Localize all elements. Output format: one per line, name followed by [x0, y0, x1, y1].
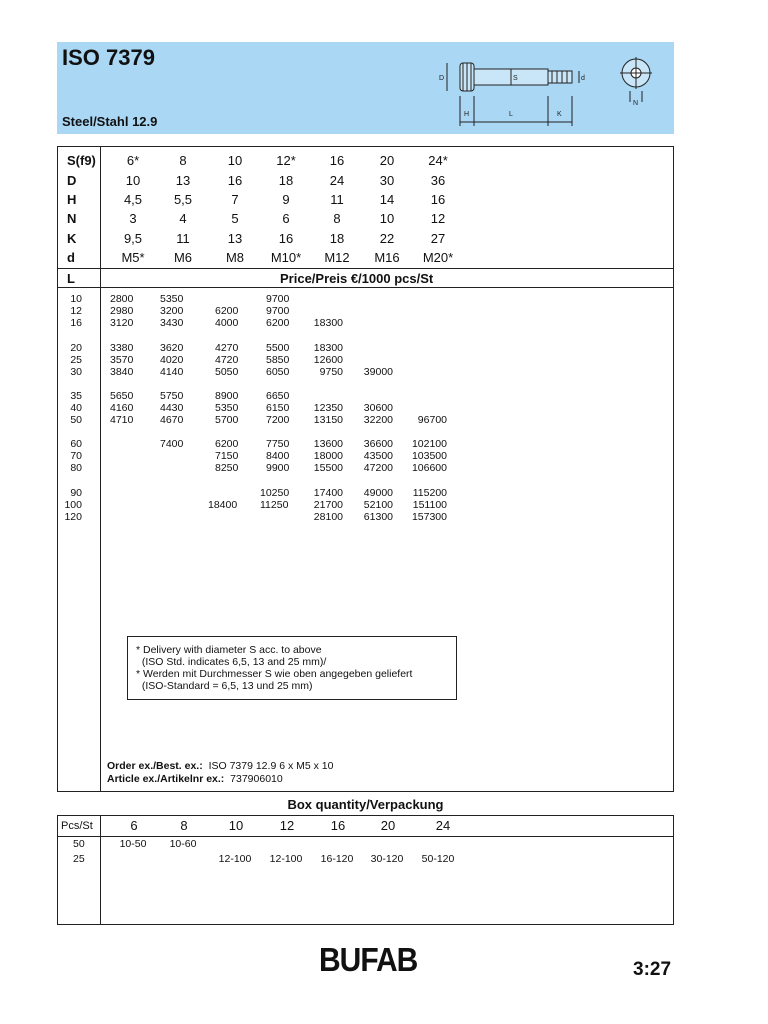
dim-value: 5 [231, 211, 239, 226]
dim-value: 16 [227, 173, 243, 188]
price-cell: 39000 [363, 366, 393, 378]
label-column-divider [100, 146, 101, 792]
box-table-header-border [57, 836, 674, 837]
order-example [107, 760, 333, 773]
dim-value: 5,5 [173, 192, 193, 207]
box-size-header: 8 [180, 818, 188, 833]
box-table-bottom-border [57, 924, 674, 925]
dim-value: M12 [324, 250, 350, 265]
dim-value: 11 [330, 192, 344, 207]
label-s: S [513, 75, 518, 82]
price-header-top-border [57, 268, 674, 269]
dim-value: 24 [329, 173, 345, 188]
box-table-left-border [57, 815, 58, 925]
length-values: 20 25 30 [70, 342, 82, 378]
table-top-border [57, 146, 674, 147]
box-quantity-title: Box quantity/Verpackung [287, 797, 444, 812]
dim-value: 24* [428, 153, 448, 168]
price-cell: 6200 7150 8250 [215, 438, 239, 474]
dim-value: M16 [374, 250, 400, 265]
article-example-label: Article ex./Artikelnr ex.: [107, 773, 225, 785]
price-cell: 115200 151100 157300 [411, 487, 447, 523]
dim-label: N [67, 211, 77, 226]
price-cell: 6650 6150 7200 [266, 390, 290, 426]
price-cell: 18300 [313, 317, 343, 329]
dim-value: 13 [175, 173, 191, 188]
price-cell: 5500 5850 6050 [266, 342, 290, 378]
price-cell: 49000 52100 61300 [363, 487, 393, 523]
price-cell: 3620 4020 4140 [160, 342, 184, 378]
page-title: ISO 7379 [62, 45, 155, 70]
box-table-divider [100, 815, 101, 925]
box-pcs: 50 [73, 838, 85, 850]
dim-value: 11 [176, 231, 190, 246]
dim-value: 20 [379, 153, 395, 168]
price-cell: 10250 11250 [260, 487, 290, 511]
label-n: N [633, 100, 639, 107]
label-d-upper: D [439, 75, 445, 82]
note-line: * Delivery with diameter S acc. to above [136, 644, 322, 656]
price-cell: 5750 4430 4670 [160, 390, 184, 426]
note-line: (ISO-Standard = 6,5, 13 und 25 mm) [136, 680, 313, 692]
label-d-lower: d [581, 75, 585, 82]
box-pcs: 25 [73, 853, 85, 865]
dim-value: M8 [225, 250, 245, 265]
dim-value: 7 [231, 192, 239, 207]
dim-value: 14 [379, 192, 395, 207]
price-cell: 9700 9700 6200 [266, 293, 290, 329]
price-cell: 6200 4000 [215, 305, 239, 329]
dim-value: 9 [282, 192, 290, 207]
dim-label: S(f9) [67, 153, 96, 168]
dim-value: 8 [333, 211, 341, 226]
dim-value: 13 [227, 231, 243, 246]
price-cell: 5350 3200 3430 [160, 293, 184, 329]
dim-value: 16 [278, 231, 294, 246]
label-k: K [557, 111, 562, 118]
dim-label: H [67, 192, 77, 207]
length-values: 10 12 16 [70, 293, 82, 329]
length-values: 35 40 50 [70, 390, 82, 426]
bufab-logo: BUFAB [319, 942, 418, 979]
dim-value: 30 [379, 173, 395, 188]
dim-value: M20* [422, 250, 454, 265]
label-h: H [464, 111, 470, 118]
article-example-value: 737906010 [230, 773, 283, 785]
box-size-header: 24 [435, 818, 451, 833]
dim-value: M5* [121, 250, 145, 265]
price-cell: 102100 103500 106600 [411, 438, 447, 474]
price-cell: 96700 [417, 414, 447, 426]
delivery-note-box [127, 636, 457, 700]
dim-value: 9,5 [123, 231, 143, 246]
price-title: Price/Preis €/1000 pcs/St [280, 271, 434, 286]
box-range: 16-120 [320, 853, 354, 865]
price-cell: 12350 13150 [313, 402, 343, 426]
price-cell: 4270 4720 5050 [215, 342, 239, 378]
pcs-label: Pcs/St [61, 820, 93, 832]
price-cell: 8900 5350 5700 [215, 390, 239, 426]
page-number: 3:27 [633, 959, 672, 980]
order-example-label: Order ex./Best. ex.: [107, 760, 203, 772]
price-cell: 7750 8400 9900 [266, 438, 290, 474]
box-range: 10-60 [169, 838, 197, 850]
dim-label: K [67, 231, 77, 246]
dim-value: 18 [278, 173, 294, 188]
box-size-header: 20 [380, 818, 396, 833]
length-values: 90 100 120 [64, 487, 82, 523]
dim-value: 18 [329, 231, 345, 246]
dim-value: 12 [430, 211, 446, 226]
box-table-top-border [57, 815, 674, 816]
dim-value: 4 [179, 211, 187, 226]
table-right-border [673, 146, 674, 792]
table-bottom-border [57, 791, 674, 792]
material-subtitle: Steel/Stahl 12.9 [62, 114, 158, 129]
price-cell: 3380 3570 3840 [110, 342, 134, 378]
dim-value: 36 [430, 173, 446, 188]
price-cell: 36600 43500 47200 [363, 438, 393, 474]
price-cell: 5650 4160 4710 [110, 390, 134, 426]
box-size-header: 12 [279, 818, 295, 833]
header-band [57, 42, 674, 134]
dim-value: 22 [379, 231, 395, 246]
dim-value: 12* [276, 153, 296, 168]
dim-value: 16 [329, 153, 345, 168]
box-range: 10-50 [119, 838, 147, 850]
price-cell: 7400 [160, 438, 184, 450]
screw-drawing [427, 46, 672, 132]
dim-value: 10 [125, 173, 141, 188]
label-l: L [509, 111, 513, 118]
note-line: (ISO Std. indicates 6,5, 13 and 25 mm)/ [136, 656, 327, 668]
price-cell: 13600 18000 15500 [313, 438, 343, 474]
length-column-label: L [67, 271, 75, 286]
order-example-value: ISO 7379 12.9 6 x M5 x 10 [208, 760, 334, 772]
box-range: 50-120 [421, 853, 455, 865]
dim-label: D [67, 173, 77, 188]
dim-value: M10* [270, 250, 302, 265]
price-header-bottom-border [57, 287, 674, 288]
box-range: 12-100 [269, 853, 303, 865]
dim-value: 10 [227, 153, 243, 168]
dim-label: d [67, 250, 75, 265]
dim-value: 16 [430, 192, 446, 207]
dim-value: 4,5 [123, 192, 143, 207]
price-cell: 18400 [208, 499, 238, 511]
box-size-header: 6 [130, 818, 138, 833]
dim-value: 6 [282, 211, 290, 226]
dim-value: 3 [129, 211, 137, 226]
price-cell: 2800 2980 3120 [110, 293, 134, 329]
dim-value: 10 [379, 211, 395, 226]
dim-value: 8 [179, 153, 187, 168]
box-table-right-border [673, 815, 674, 925]
price-cell: 18300 12600 9750 [313, 342, 343, 378]
box-size-header: 16 [330, 818, 346, 833]
dim-value: M6 [173, 250, 193, 265]
dim-value: 27 [430, 231, 446, 246]
price-cell: 17400 21700 28100 [313, 487, 343, 523]
price-cell: 30600 32200 [363, 402, 393, 426]
article-example [107, 773, 283, 786]
length-values: 60 70 80 [70, 438, 82, 474]
note-line: * Werden mit Durchmesser S wie oben angegeben geliefert [136, 668, 413, 680]
box-range: 12-100 [218, 853, 252, 865]
box-range: 30-120 [370, 853, 404, 865]
box-size-header: 10 [228, 818, 244, 833]
dim-value: 6* [126, 153, 140, 168]
